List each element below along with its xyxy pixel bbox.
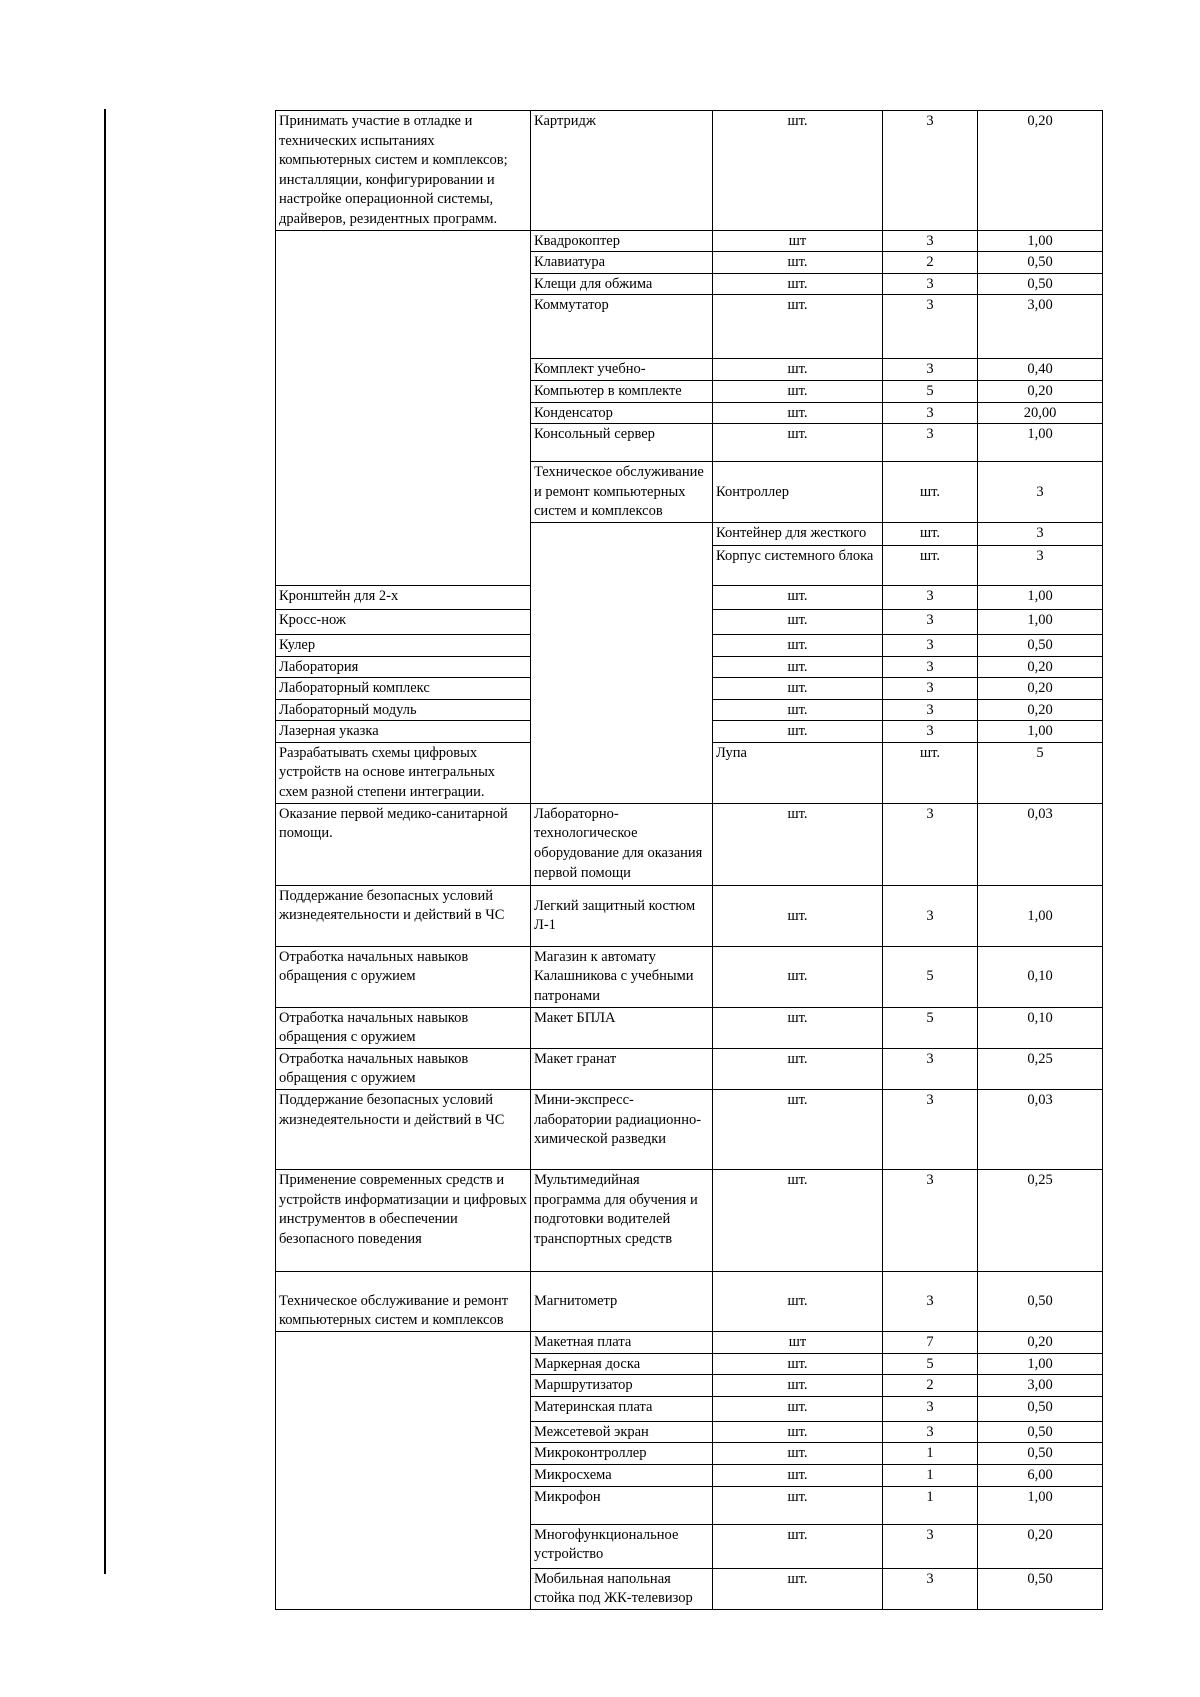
unit-cell: шт. bbox=[713, 359, 883, 381]
item-cell: Клещи для обжима bbox=[531, 273, 713, 295]
norm-cell: 0,50 bbox=[978, 634, 1103, 656]
unit-cell: шт. bbox=[713, 1524, 883, 1568]
table-row bbox=[276, 803, 1103, 885]
item-cell: Комплект учебно- bbox=[531, 359, 713, 381]
norm-cell: 0,25 bbox=[978, 1048, 1103, 1089]
quantity-cell: 5 bbox=[978, 742, 1103, 803]
quantity-cell: 3 bbox=[883, 1396, 978, 1421]
item-cell: Кулер bbox=[276, 634, 531, 656]
unit-cell: шт. bbox=[713, 1375, 883, 1397]
item-cell: Лупа bbox=[713, 742, 883, 803]
competency-cell: Поддержание безопасных условий жизнедеятельности и действий в ЧС bbox=[276, 885, 531, 946]
quantity-cell: 5 bbox=[883, 946, 978, 1007]
norm-cell: 0,20 bbox=[978, 111, 1103, 231]
unit-cell: шт. bbox=[713, 1421, 883, 1443]
table-row bbox=[276, 946, 1103, 1007]
norm-cell: 1,00 bbox=[978, 585, 1103, 609]
quantity-cell: 1 bbox=[883, 1486, 978, 1524]
unit-cell: шт. bbox=[713, 803, 883, 885]
competency-cell: Отработка начальных навыков обращения с оружием bbox=[276, 946, 531, 1007]
quantity-cell: 3 bbox=[883, 111, 978, 231]
norm-cell: 1,00 bbox=[978, 424, 1103, 462]
item-cell: Микроконтроллер bbox=[531, 1443, 713, 1465]
norm-cell: 1,00 bbox=[978, 230, 1103, 252]
quantity-cell: 3 bbox=[883, 1272, 978, 1332]
unit-cell: шт bbox=[713, 230, 883, 252]
norm-cell: 0,20 bbox=[978, 1332, 1103, 1354]
competency-cell: Отработка начальных навыков обращения с оружием bbox=[276, 1048, 531, 1089]
quantity-cell: 3 bbox=[978, 462, 1103, 523]
unit-cell: шт. bbox=[713, 380, 883, 402]
unit-cell: шт. bbox=[713, 111, 883, 231]
norm-cell: 0,20 bbox=[978, 1524, 1103, 1568]
norm-cell: 0,50 bbox=[978, 273, 1103, 295]
unit-cell: шт. bbox=[713, 1353, 883, 1375]
norm-cell: 3,00 bbox=[978, 1375, 1103, 1397]
unit-cell: шт. bbox=[713, 678, 883, 700]
item-cell: Макет гранат bbox=[531, 1048, 713, 1089]
quantity-cell: 3 bbox=[883, 230, 978, 252]
norm-cell: 0,50 bbox=[978, 1421, 1103, 1443]
norm-cell: 0,40 bbox=[978, 359, 1103, 381]
table-row bbox=[276, 1090, 1103, 1170]
left-margin-line bbox=[104, 109, 106, 1574]
unit-cell: шт. bbox=[713, 1048, 883, 1089]
table-row bbox=[276, 1048, 1103, 1089]
competency-cell: Применение современных средств и устройств информатизации и цифровых инструментов в обеспечении безопасного поведения bbox=[276, 1170, 531, 1272]
unit-cell: шт. bbox=[713, 252, 883, 274]
norm-cell: 0,03 bbox=[978, 1090, 1103, 1170]
competency-cell: Техническое обслуживание и ремонт компьютерных систем и комплексов bbox=[276, 1272, 531, 1332]
item-cell: Корпус системного блока bbox=[713, 545, 883, 585]
quantity-cell: 3 bbox=[883, 402, 978, 424]
unit-cell: шт. bbox=[713, 656, 883, 678]
unit-cell: шт. bbox=[713, 634, 883, 656]
item-cell: Микрофон bbox=[531, 1486, 713, 1524]
equipment-table-body bbox=[276, 111, 1103, 1610]
norm-cell: 0,50 bbox=[978, 1568, 1103, 1609]
norm-cell: 6,00 bbox=[978, 1465, 1103, 1487]
item-cell: Материнская плата bbox=[531, 1396, 713, 1421]
quantity-cell: 3 bbox=[883, 885, 978, 946]
item-cell: Квадрокоптер bbox=[531, 230, 713, 252]
norm-cell: 0,20 bbox=[978, 380, 1103, 402]
item-cell: Маршрутизатор bbox=[531, 1375, 713, 1397]
unit-cell: шт. bbox=[713, 1396, 883, 1421]
item-cell: Коммутатор bbox=[531, 295, 713, 359]
unit-cell: шт bbox=[713, 1332, 883, 1354]
quantity-cell: 3 bbox=[883, 699, 978, 721]
norm-cell: 0,10 bbox=[978, 946, 1103, 1007]
unit-cell: шт. bbox=[713, 402, 883, 424]
unit-cell: шт. bbox=[713, 1486, 883, 1524]
unit-cell: шт. bbox=[713, 721, 883, 743]
unit-cell: шт. bbox=[713, 1568, 883, 1609]
norm-cell: 0,25 bbox=[978, 1170, 1103, 1272]
table-row bbox=[276, 1332, 1103, 1354]
item-cell: Лаборатория bbox=[276, 656, 531, 678]
unit-cell: шт. bbox=[713, 1272, 883, 1332]
quantity-cell: 3 bbox=[883, 1568, 978, 1609]
unit-cell: шт. bbox=[883, 545, 978, 585]
quantity-cell: 1 bbox=[883, 1465, 978, 1487]
norm-cell: 20,00 bbox=[978, 402, 1103, 424]
norm-cell: 1,00 bbox=[978, 1353, 1103, 1375]
item-cell: Контейнер для жесткого bbox=[713, 522, 883, 545]
norm-cell: 1,00 bbox=[978, 1486, 1103, 1524]
norm-cell: 0,20 bbox=[978, 699, 1103, 721]
item-cell: Картридж bbox=[531, 111, 713, 231]
norm-cell: 1,00 bbox=[978, 609, 1103, 634]
unit-cell: шт. bbox=[713, 699, 883, 721]
norm-cell: 0,50 bbox=[978, 252, 1103, 274]
norm-cell: 0,03 bbox=[978, 803, 1103, 885]
competency-cell: Поддержание безопасных условий жизнедеятельности и действий в ЧС bbox=[276, 1090, 531, 1170]
unit-cell: шт. bbox=[713, 946, 883, 1007]
item-cell: Лабораторный модуль bbox=[276, 699, 531, 721]
table-row bbox=[276, 1272, 1103, 1332]
quantity-cell: 3 bbox=[883, 585, 978, 609]
quantity-cell: 3 bbox=[883, 678, 978, 700]
equipment-table bbox=[275, 110, 1103, 1610]
quantity-cell: 3 bbox=[883, 1421, 978, 1443]
unit-cell: шт. bbox=[883, 522, 978, 545]
unit-cell: шт. bbox=[713, 1170, 883, 1272]
unit-cell: шт. bbox=[713, 585, 883, 609]
competency-cell bbox=[531, 522, 713, 803]
competency-cell: Принимать участие в отладке и технических испытаниях компьютерных систем и комплексов; инсталляции, конфигурировании и настройке операционной системы, драйверов, резидентных программ. bbox=[276, 111, 531, 231]
competency-cell: Техническое обслуживание и ремонт компьютерных систем и комплексов bbox=[531, 462, 713, 523]
quantity-cell: 3 bbox=[978, 545, 1103, 585]
competency-cell: Оказание первой медико-санитарной помощи. bbox=[276, 803, 531, 885]
table-row bbox=[276, 1170, 1103, 1272]
item-cell: Межсетевой экран bbox=[531, 1421, 713, 1443]
competency-cell bbox=[276, 1332, 531, 1610]
quantity-cell: 3 bbox=[883, 424, 978, 462]
norm-cell: 3,00 bbox=[978, 295, 1103, 359]
unit-cell: шт. bbox=[713, 1090, 883, 1170]
item-cell: Легкий защитный костюм Л-1 bbox=[531, 885, 713, 946]
table-row bbox=[276, 230, 1103, 252]
quantity-cell: 3 bbox=[883, 656, 978, 678]
unit-cell: шт. bbox=[713, 609, 883, 634]
norm-cell: 1,00 bbox=[978, 885, 1103, 946]
quantity-cell: 3 bbox=[883, 609, 978, 634]
item-cell: Маркерная доска bbox=[531, 1353, 713, 1375]
norm-cell: 1,00 bbox=[978, 721, 1103, 743]
competency-cell: Разрабатывать схемы цифровых устройств на основе интегральных схем разной степени интеграции. bbox=[276, 742, 531, 803]
norm-cell: 0,20 bbox=[978, 656, 1103, 678]
quantity-cell: 2 bbox=[883, 1375, 978, 1397]
quantity-cell: 5 bbox=[883, 380, 978, 402]
item-cell: Контроллер bbox=[713, 462, 883, 523]
quantity-cell: 7 bbox=[883, 1332, 978, 1354]
item-cell: Макетная плата bbox=[531, 1332, 713, 1354]
item-cell: Макет БПЛА bbox=[531, 1007, 713, 1048]
quantity-cell: 3 bbox=[883, 634, 978, 656]
competency-cell bbox=[276, 230, 531, 585]
quantity-cell: 3 bbox=[883, 1524, 978, 1568]
quantity-cell: 3 bbox=[978, 522, 1103, 545]
quantity-cell: 3 bbox=[883, 803, 978, 885]
quantity-cell: 3 bbox=[883, 359, 978, 381]
item-cell: Микросхема bbox=[531, 1465, 713, 1487]
quantity-cell: 2 bbox=[883, 252, 978, 274]
quantity-cell: 1 bbox=[883, 1443, 978, 1465]
quantity-cell: 5 bbox=[883, 1353, 978, 1375]
unit-cell: шт. bbox=[713, 1465, 883, 1487]
norm-cell: 0,50 bbox=[978, 1396, 1103, 1421]
quantity-cell: 3 bbox=[883, 273, 978, 295]
item-cell: Конденсатор bbox=[531, 402, 713, 424]
table-row bbox=[276, 885, 1103, 946]
unit-cell: шт. bbox=[713, 1007, 883, 1048]
table-row bbox=[276, 111, 1103, 231]
item-cell: Магнитометр bbox=[531, 1272, 713, 1332]
item-cell: Кронштейн для 2-х bbox=[276, 585, 531, 609]
unit-cell: шт. bbox=[883, 742, 978, 803]
quantity-cell: 3 bbox=[883, 295, 978, 359]
norm-cell: 0,50 bbox=[978, 1272, 1103, 1332]
unit-cell: шт. bbox=[883, 462, 978, 523]
item-cell: Клавиатура bbox=[531, 252, 713, 274]
quantity-cell: 3 bbox=[883, 721, 978, 743]
item-cell: Компьютер в комплекте bbox=[531, 380, 713, 402]
item-cell: Кросс-нож bbox=[276, 609, 531, 634]
item-cell: Мобильная напольная стойка под ЖК-телевизор bbox=[531, 1568, 713, 1609]
unit-cell: шт. bbox=[713, 424, 883, 462]
norm-cell: 0,20 bbox=[978, 678, 1103, 700]
unit-cell: шт. bbox=[713, 295, 883, 359]
unit-cell: шт. bbox=[713, 1443, 883, 1465]
item-cell: Мини-экспресс-лаборатории радиационно-химической разведки bbox=[531, 1090, 713, 1170]
quantity-cell: 3 bbox=[883, 1090, 978, 1170]
item-cell: Мультимедийная программа для обучения и подготовки водителей транспортных средств bbox=[531, 1170, 713, 1272]
item-cell: Консольный сервер bbox=[531, 424, 713, 462]
item-cell: Многофункциональное устройство bbox=[531, 1524, 713, 1568]
quantity-cell: 3 bbox=[883, 1048, 978, 1089]
quantity-cell: 5 bbox=[883, 1007, 978, 1048]
quantity-cell: 3 bbox=[883, 1170, 978, 1272]
norm-cell: 0,50 bbox=[978, 1443, 1103, 1465]
table-row bbox=[276, 1007, 1103, 1048]
unit-cell: шт. bbox=[713, 885, 883, 946]
item-cell: Лазерная указка bbox=[276, 721, 531, 743]
item-cell: Магазин к автомату Калашникова с учебными патронами bbox=[531, 946, 713, 1007]
competency-cell: Отработка начальных навыков обращения с оружием bbox=[276, 1007, 531, 1048]
item-cell: Лабораторный комплекс bbox=[276, 678, 531, 700]
norm-cell: 0,10 bbox=[978, 1007, 1103, 1048]
unit-cell: шт. bbox=[713, 273, 883, 295]
item-cell: Лабораторно-технологическое оборудование для оказания первой помощи bbox=[531, 803, 713, 885]
